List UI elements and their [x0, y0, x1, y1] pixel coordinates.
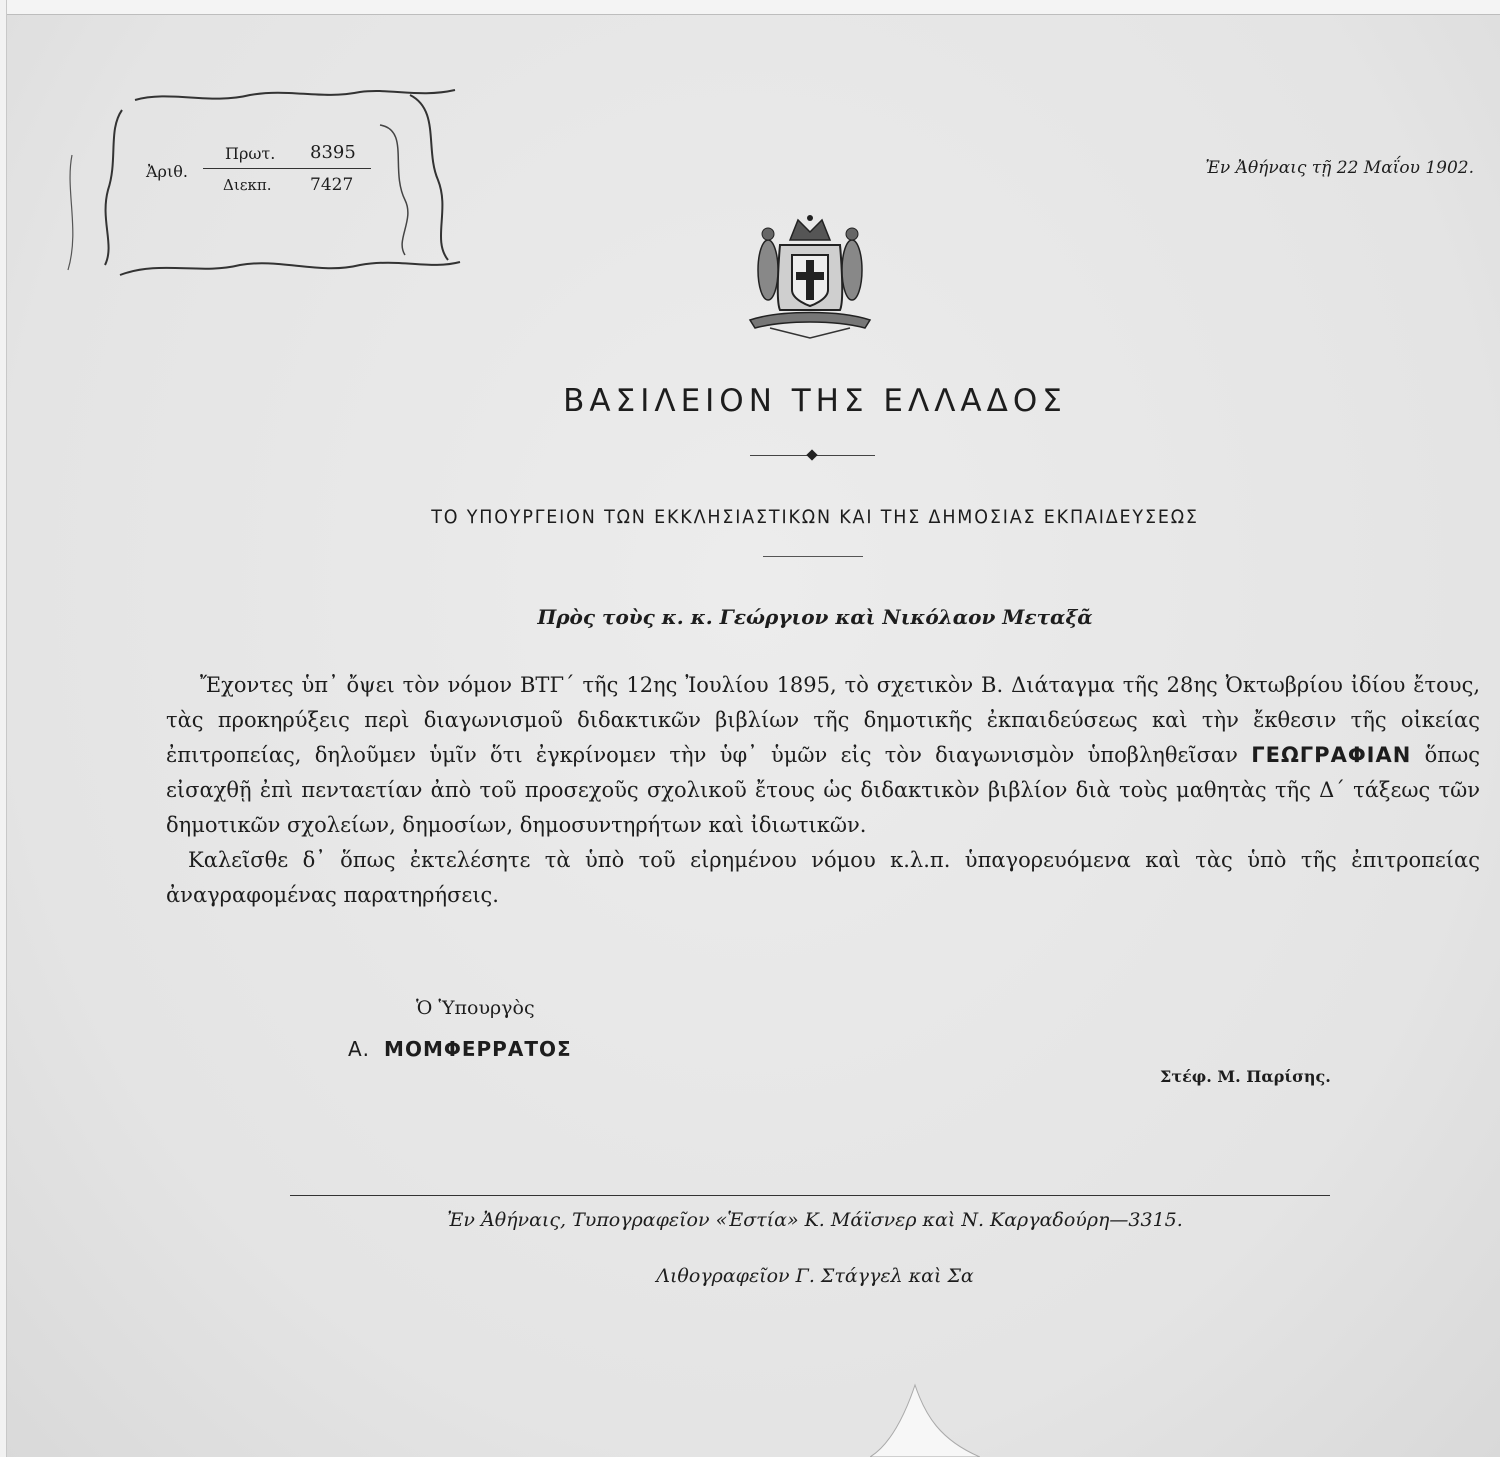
document-date: Ἐν Ἀθήναις τῇ 22 Μαΐου 1902.: [1205, 158, 1474, 178]
reference-fraction-line: [203, 168, 371, 169]
paper-left-edge: [0, 0, 7, 1457]
minister-title: Ὁ Ὑπουργὸς: [416, 997, 535, 1019]
paragraph-1-opening: Ἔχοντες ὑπ᾽ ὄψει τὸν νόμον ΒΤΓ΄ τῆς 12ης Ἰουλίου 1895, τὸ σχετικὸν Β. Διάταγμα τῆς 28ης Ὀκτωβρίου ἰδίου ἔτους, τὰς προκηρύξεις περὶ διαγωνισμοῦ διδακτικῶν βιβλίων τῆς δημοτικῆς ἐκπαιδεύσεως καὶ τὴν ἔκθεσιν τῆς οἰκείας ἐπιτροπείας, δηλοῦμεν ὑμῖν ὅτι ἐγκρίνομεν τὴν ὑφ᾽ ὑμῶν εἰς τὸν διαγωνισμὸν ὑποβληθεῖσαν: [166, 673, 1480, 767]
dispatch-label: Διεκπ.: [223, 176, 272, 194]
body-paragraph-1: [166, 668, 1480, 843]
letter-body: [166, 668, 1480, 913]
ministry-heading: ΤΟ ΥΠΟΥΡΓΕΙΟΝ ΤΩΝ ΕΚΚΛΗΣΙΑΣΤΙΚΩΝ ΚΑΙ ΤΗΣ ΔΗΜΟΣΙΑΣ ΕΚΠΑΙΔΕΥΣΕΩΣ: [431, 506, 1199, 528]
body-paragraph-2: Καλεῖσθε δ᾽ ὅπως ἐκτελέσητε τὰ ὑπὸ τοῦ εἰρημένου νόμου κ.λ.π. ὑπαγορευόμενα καὶ τὰς ὑπὸ τῆς ἐπιτροπείας ἀναγραφομένας παρατηρήσεις.: [166, 848, 1480, 907]
coat-of-arms-icon: [740, 210, 880, 340]
paragraph-1-closing: ὅπως εἰσαχθῇ ἐπὶ πενταετίαν ἀπὸ τοῦ προσεχοῦς σχολικοῦ ἔτους ὡς διδακτικὸν βιβλίον διὰ τοὺς μαθητὰς τῆς Δ΄ τάξεως τῶν δημοτικῶν σχολείων, δημοσίων, δημοσυντηρήτων καὶ ἰδιωτικῶν.: [166, 743, 1480, 837]
printer-credit: Ἐν Ἀθήναις, Τυπογραφεῖον «Ἑστία» Κ. Μάϊσνερ καὶ Ν. Καργαδούρη—3315.: [447, 1209, 1183, 1231]
minister-surname: ΜΟΜΦΕΡΡΑΤΟΣ: [384, 1037, 572, 1061]
paper-top-edge: [0, 0, 1500, 15]
protocol-number: 8395: [310, 142, 356, 163]
minister-initial: Α.: [348, 1037, 371, 1061]
secretary-signature: Στέφ. Μ. Παρίσης.: [1160, 1067, 1331, 1086]
paper-tear-mark: [870, 1375, 980, 1457]
protocol-label: Πρωτ.: [225, 144, 276, 163]
footer-divider: [290, 1195, 1330, 1196]
book-subject: ΓΕΩΓΡΑΦΙΑΝ: [1251, 743, 1412, 767]
kingdom-heading: ΒΑΣΙΛΕΙΟΝ ΤΗΣ ΕΛΛΑΔΟΣ: [563, 383, 1067, 419]
reference-label: Ἀριθ.: [146, 162, 188, 181]
ministry-divider: [763, 556, 863, 557]
dispatch-number: 7427: [310, 175, 354, 195]
lithographer-credit: Λιθογραφεῖον Γ. Στάγγελ καὶ Σα: [656, 1265, 974, 1287]
addressee-line: Πρὸς τοὺς κ. κ. Γεώργιον καὶ Νικόλαον Μεταξᾶ: [537, 605, 1093, 629]
minister-signature: [348, 1037, 572, 1061]
